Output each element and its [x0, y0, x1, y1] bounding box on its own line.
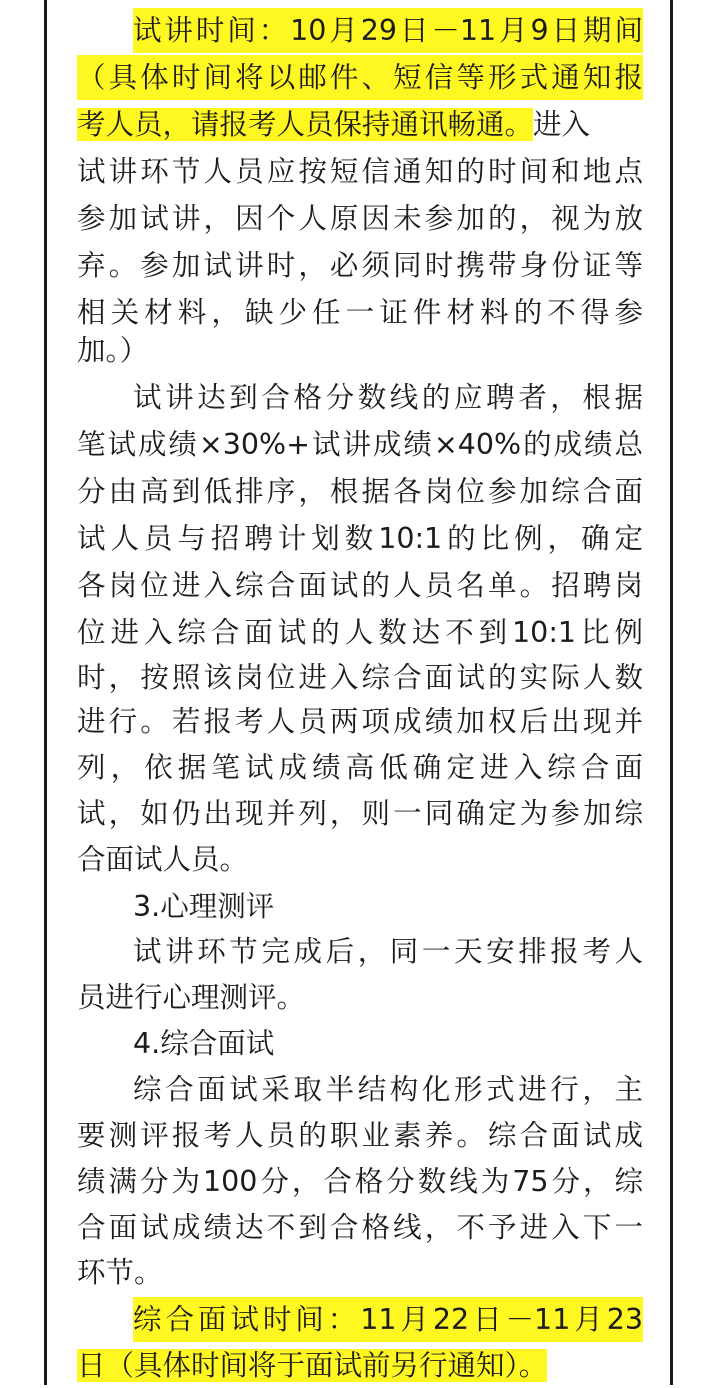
paragraph-text: 进入: [533, 108, 591, 141]
trial-note-line-2: [77, 102, 643, 147]
paragraph-line: 绩满分为100分，合格分数线为75分，综: [77, 1165, 643, 1198]
paragraph-line: 进行。若报考人员两项成绩加权后出现并: [77, 705, 643, 738]
paragraph-line: 试人员与招聘计划数10:1的比例，确定: [77, 522, 643, 555]
interview-time-line-2: [77, 1343, 643, 1388]
paragraph-line: 合面试人员。: [77, 843, 249, 876]
highlighted-text: 日（具体时间将于面试前另行通知）。: [77, 1349, 548, 1382]
highlighted-text: 考人员，请报考人员保持通讯畅通。: [77, 108, 534, 141]
page-border-right: [670, 0, 673, 1385]
page-border-left: [44, 0, 47, 1385]
paragraph-line: 参加试讲，因个人原因未参加的，视为放: [77, 202, 643, 235]
paragraph-line: 试讲环节人员应按短信通知的时间和地点: [77, 155, 643, 188]
paragraph-line: 合面试成绩达不到合格线，不予进入下一: [77, 1211, 643, 1244]
section-heading-4: 4.综合面试: [133, 1027, 275, 1060]
paragraph-line: 位进入综合面试的人数达不到10:1比例: [77, 616, 643, 649]
paragraph-line: 时，按照该岗位进入综合面试的实际人数: [77, 661, 643, 694]
paragraph-line: 综合面试采取半结构化形式进行，主: [133, 1073, 643, 1106]
paragraph-line: 列，依据笔试成绩高低确定进入综合面: [77, 751, 643, 784]
paragraph-line: 分由高到低排序，根据各岗位参加综合面: [77, 475, 643, 508]
paragraph-line: 相关材料，缺少任一证件材料的不得参: [77, 296, 643, 329]
paragraph-line: 弃。参加试讲时，必须同时携带身份证等: [77, 249, 643, 282]
section-heading-3: 3.心理测评: [133, 890, 275, 923]
trial-note-line-1: （具体时间将以邮件、短信等形式通知报: [77, 61, 643, 94]
interview-time-line: 综合面试时间：11月22日－11月23: [133, 1303, 643, 1336]
paragraph-line: 要测评报考人员的职业素养。综合面试成: [77, 1119, 643, 1152]
trial-time-line: 试讲时间：10月29日－11月9日期间: [133, 14, 643, 47]
paragraph-line: 试讲环节完成后，同一天安排报考人: [133, 935, 643, 968]
paragraph-line: 员进行心理测评。: [77, 981, 306, 1014]
paragraph-line: 试讲达到合格分数线的应聘者，根据: [133, 381, 643, 414]
paragraph-line: 笔试成绩×30%+试讲成绩×40%的成绩总: [77, 428, 643, 461]
paragraph-line: 环节。: [77, 1256, 163, 1289]
paragraph-line: 试，如仍出现并列，则一同确定为参加综: [77, 797, 643, 830]
paragraph-line: 各岗位进入综合面试的人员名单。招聘岗: [77, 569, 643, 602]
paragraph-line: 加。）: [77, 334, 149, 367]
